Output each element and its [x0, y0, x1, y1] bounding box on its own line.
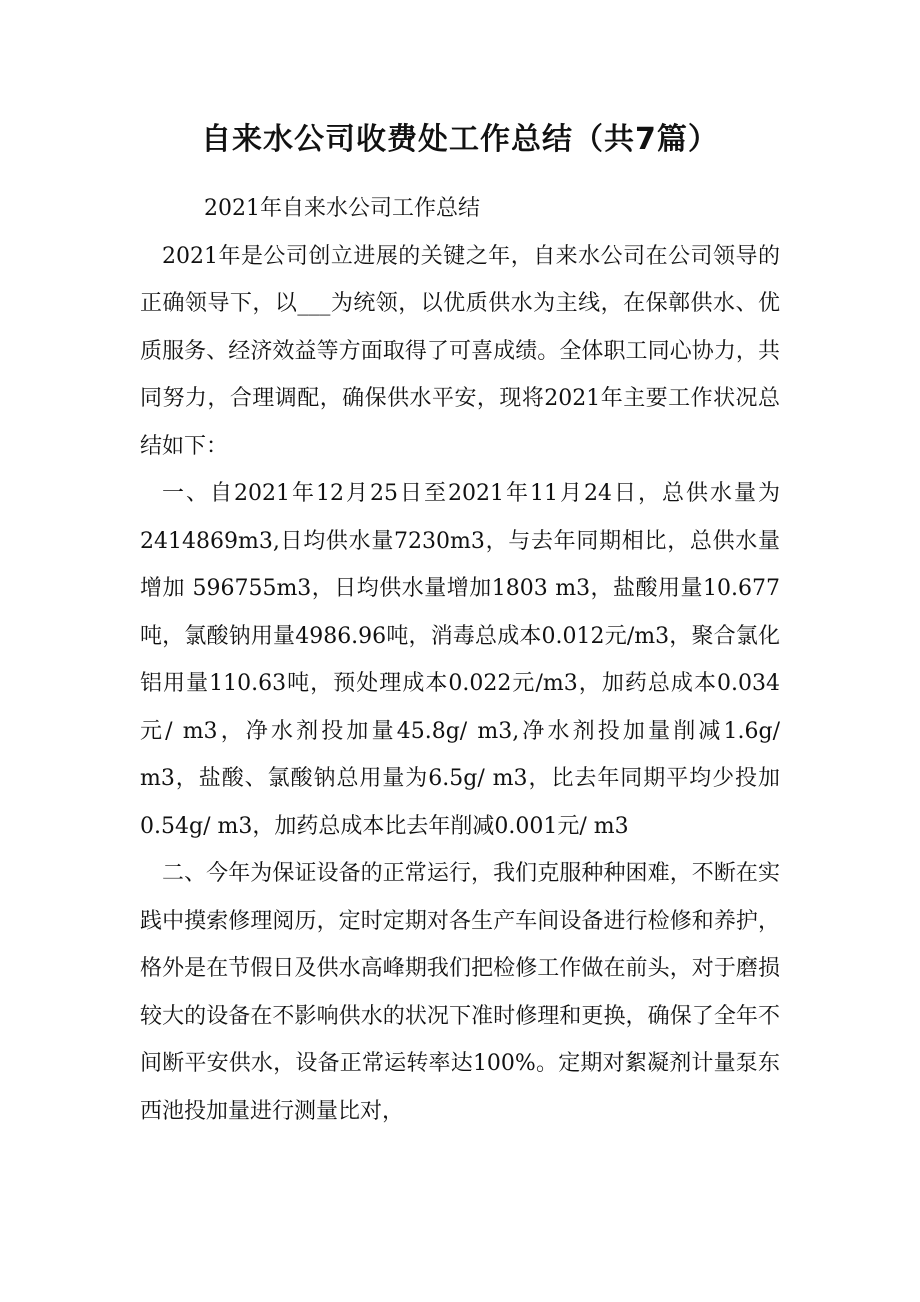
paragraph-intro: 2021年是公司创立进展的关键之年，自来水公司在公司领导的正确领导下，以___为统领，以优质供水为主线，在保鄣供水、优质服务、经济效益等方面取得了可喜成绩。全体职工同心协力，共同努力，合理调配，确保供水平安，现将2021年主要工作状况总结如下：: [140, 243, 780, 459]
document-body: [140, 185, 780, 1135]
paragraph-item-2: 二、今年为保证设备的正常运行，我们克服种种困难，不断在实践中摸索修理阅历，定时定期对各生产车间设备进行检修和养护，格外是在节假日及供水高峰期我们把检修工作做在前头，对于磨损较大的设备在不影响供水的状况下准时修理和更换，确保了全年不间断平安供水，设备正常运转率达100%。定期对絮凝剂计量泵东西池投加量进行测量比对，: [140, 861, 780, 1124]
paragraph-item-1: 一、自2021年12月25日至2021年11月24日，总供水量为2414869m3,日均供水量7230m3，与去年同期相比，总供水量增加 596755m3，日均供水量增加1803 m3，盐酸用量10.677 吨，氯酸钠用量4986.96吨，消毒总成本0.012元/m3，聚合氯化铝用量110.63吨，预处理成本0.022元/m3，加药总成本0.034元/ m3，净水剂投加量45.8g/ m3,净水剂投加量削减1.6g/ m3，盐酸、氯酸钠总用量为6.5g/ m3，比去年同期平均少投加0.54g/ m3，加药总成本比去年削减0.001元/ m3: [140, 481, 780, 839]
document-title: 自来水公司收费处工作总结（共7篇）: [201, 122, 719, 157]
section-subtitle: 2021年自来水公司工作总结: [204, 196, 480, 221]
